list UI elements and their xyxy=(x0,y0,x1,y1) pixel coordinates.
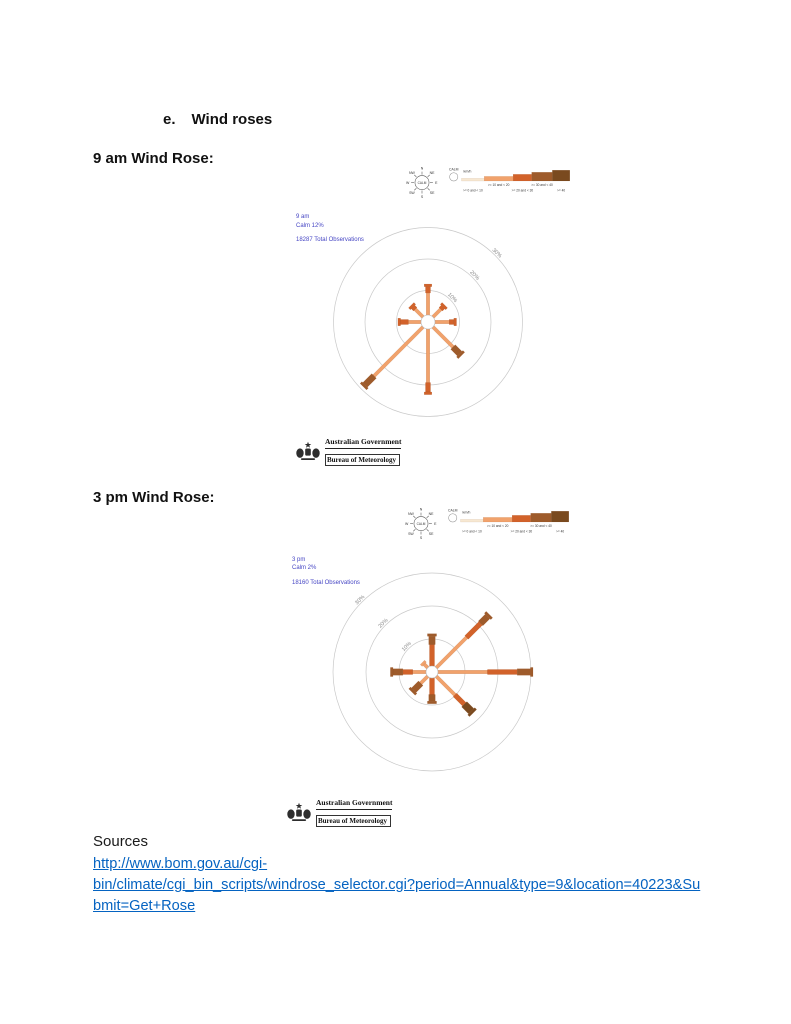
heading-wind-roses xyxy=(163,111,272,128)
source-hyperlink[interactable] xyxy=(93,854,700,917)
rose-arm-W xyxy=(390,667,426,676)
svg-text:>= 0 and < 10: >= 0 and < 10 xyxy=(462,188,483,193)
svg-text:>= 30 and < 40: >= 30 and < 40 xyxy=(530,524,552,529)
sources-heading: Sources xyxy=(93,833,149,850)
bom-logo-3pm xyxy=(286,798,392,828)
svg-text:NW: NW xyxy=(407,511,414,516)
svg-text:CALM: CALM xyxy=(417,180,427,185)
svg-text:W: W xyxy=(405,521,409,526)
svg-text:>= 0 and < 10: >= 0 and < 10 xyxy=(461,529,482,534)
svg-text:CALM: CALM xyxy=(449,167,459,172)
coat-of-arms-icon xyxy=(295,440,321,464)
logo-bureau-text: Bureau of Meteorology xyxy=(325,454,400,466)
svg-text:>= 40: >= 40 xyxy=(557,188,566,193)
heading-text: Wind roses xyxy=(191,111,273,128)
svg-text:30%: 30% xyxy=(354,594,367,607)
chart-title-3pm: 3 pm xyxy=(292,557,306,563)
bom-logo-9am xyxy=(295,437,401,467)
logo-bureau-text: Bureau of Meteorology xyxy=(316,815,391,827)
windrose-chart-3pm xyxy=(327,567,537,777)
svg-text:SW: SW xyxy=(408,532,414,537)
rose-arm-E xyxy=(435,318,457,326)
compass-rose-icon xyxy=(401,506,441,540)
svg-text:km/h: km/h xyxy=(462,510,471,515)
rose-arm-SW xyxy=(360,324,426,390)
windrose-legend-9am xyxy=(402,165,574,199)
source-link-line[interactable]: http://www.bom.gov.au/cgi- xyxy=(93,856,268,872)
svg-text:NW: NW xyxy=(408,170,415,175)
coat-of-arms-icon xyxy=(286,801,312,825)
svg-text:10%: 10% xyxy=(446,291,459,304)
source-link-line[interactable]: bmit=Get+Rose xyxy=(93,898,196,914)
calm-percentage-3pm: Calm 2% xyxy=(292,565,317,571)
logo-govt-text: Australian Government xyxy=(316,798,392,810)
rose-arm-S xyxy=(427,678,436,704)
svg-text:>= 10 and < 20: >= 10 and < 20 xyxy=(487,183,510,188)
svg-text:CALM: CALM xyxy=(448,508,458,513)
source-link-block xyxy=(93,854,700,917)
svg-text:>= 20 and < 30: >= 20 and < 30 xyxy=(510,529,533,534)
speed-scale-legend xyxy=(445,506,573,538)
rose-arm-SE xyxy=(433,673,477,717)
svg-text:km/h: km/h xyxy=(463,169,472,174)
chart-title-9am: 9 am xyxy=(296,214,310,220)
svg-text:CALM: CALM xyxy=(416,521,426,526)
svg-text:E: E xyxy=(434,521,437,526)
svg-text:NE: NE xyxy=(428,511,434,516)
heading-letter: e. xyxy=(163,111,176,128)
svg-text:10%: 10% xyxy=(400,640,413,653)
section-label-3pm: 3 pm Wind Rose: xyxy=(93,489,215,506)
rose-arm-E xyxy=(438,667,533,676)
svg-text:SE: SE xyxy=(428,532,434,537)
rose-arm-N xyxy=(424,284,432,315)
source-link-line[interactable]: bin/climate/cgi_bin_scripts/windrose_selector.cgi?period=Annual&type=9&location=40223&Su xyxy=(93,877,701,893)
svg-text:30%: 30% xyxy=(490,247,503,260)
chart-subtitle-9am: 18287 Total Observations xyxy=(296,236,364,243)
compass-rose-icon xyxy=(402,165,442,199)
svg-text:>= 20 and < 30: >= 20 and < 30 xyxy=(511,188,534,193)
chart-subtitle-3pm: 18160 Total Observations xyxy=(292,579,360,586)
logo-govt-text: Australian Government xyxy=(325,437,401,449)
rose-arm-NE xyxy=(433,611,493,671)
svg-text:W: W xyxy=(406,180,410,185)
svg-text:20%: 20% xyxy=(377,617,390,630)
windrose-legend-3pm xyxy=(401,506,573,540)
svg-text:>= 40: >= 40 xyxy=(556,529,565,534)
svg-text:S: S xyxy=(419,536,423,540)
rose-arm-SE xyxy=(430,324,465,359)
svg-text:>= 30 and < 40: >= 30 and < 40 xyxy=(531,183,553,188)
svg-text:N: N xyxy=(420,166,424,171)
svg-text:N: N xyxy=(419,507,423,512)
svg-text:20%: 20% xyxy=(468,269,481,282)
rose-arm-W xyxy=(398,318,421,326)
windrose-chart-9am xyxy=(323,217,533,427)
svg-text:>= 10 and < 20: >= 10 and < 20 xyxy=(486,524,509,529)
svg-text:SW: SW xyxy=(409,191,415,196)
svg-text:SE: SE xyxy=(429,191,435,196)
rose-arm-N xyxy=(427,634,436,666)
section-label-9am: 9 am Wind Rose: xyxy=(93,150,214,167)
calm-percentage-9am: Calm 12% xyxy=(296,223,324,229)
svg-text:S: S xyxy=(420,195,424,199)
speed-scale-legend xyxy=(446,165,574,197)
svg-text:NE: NE xyxy=(429,170,435,175)
svg-text:E: E xyxy=(435,180,438,185)
